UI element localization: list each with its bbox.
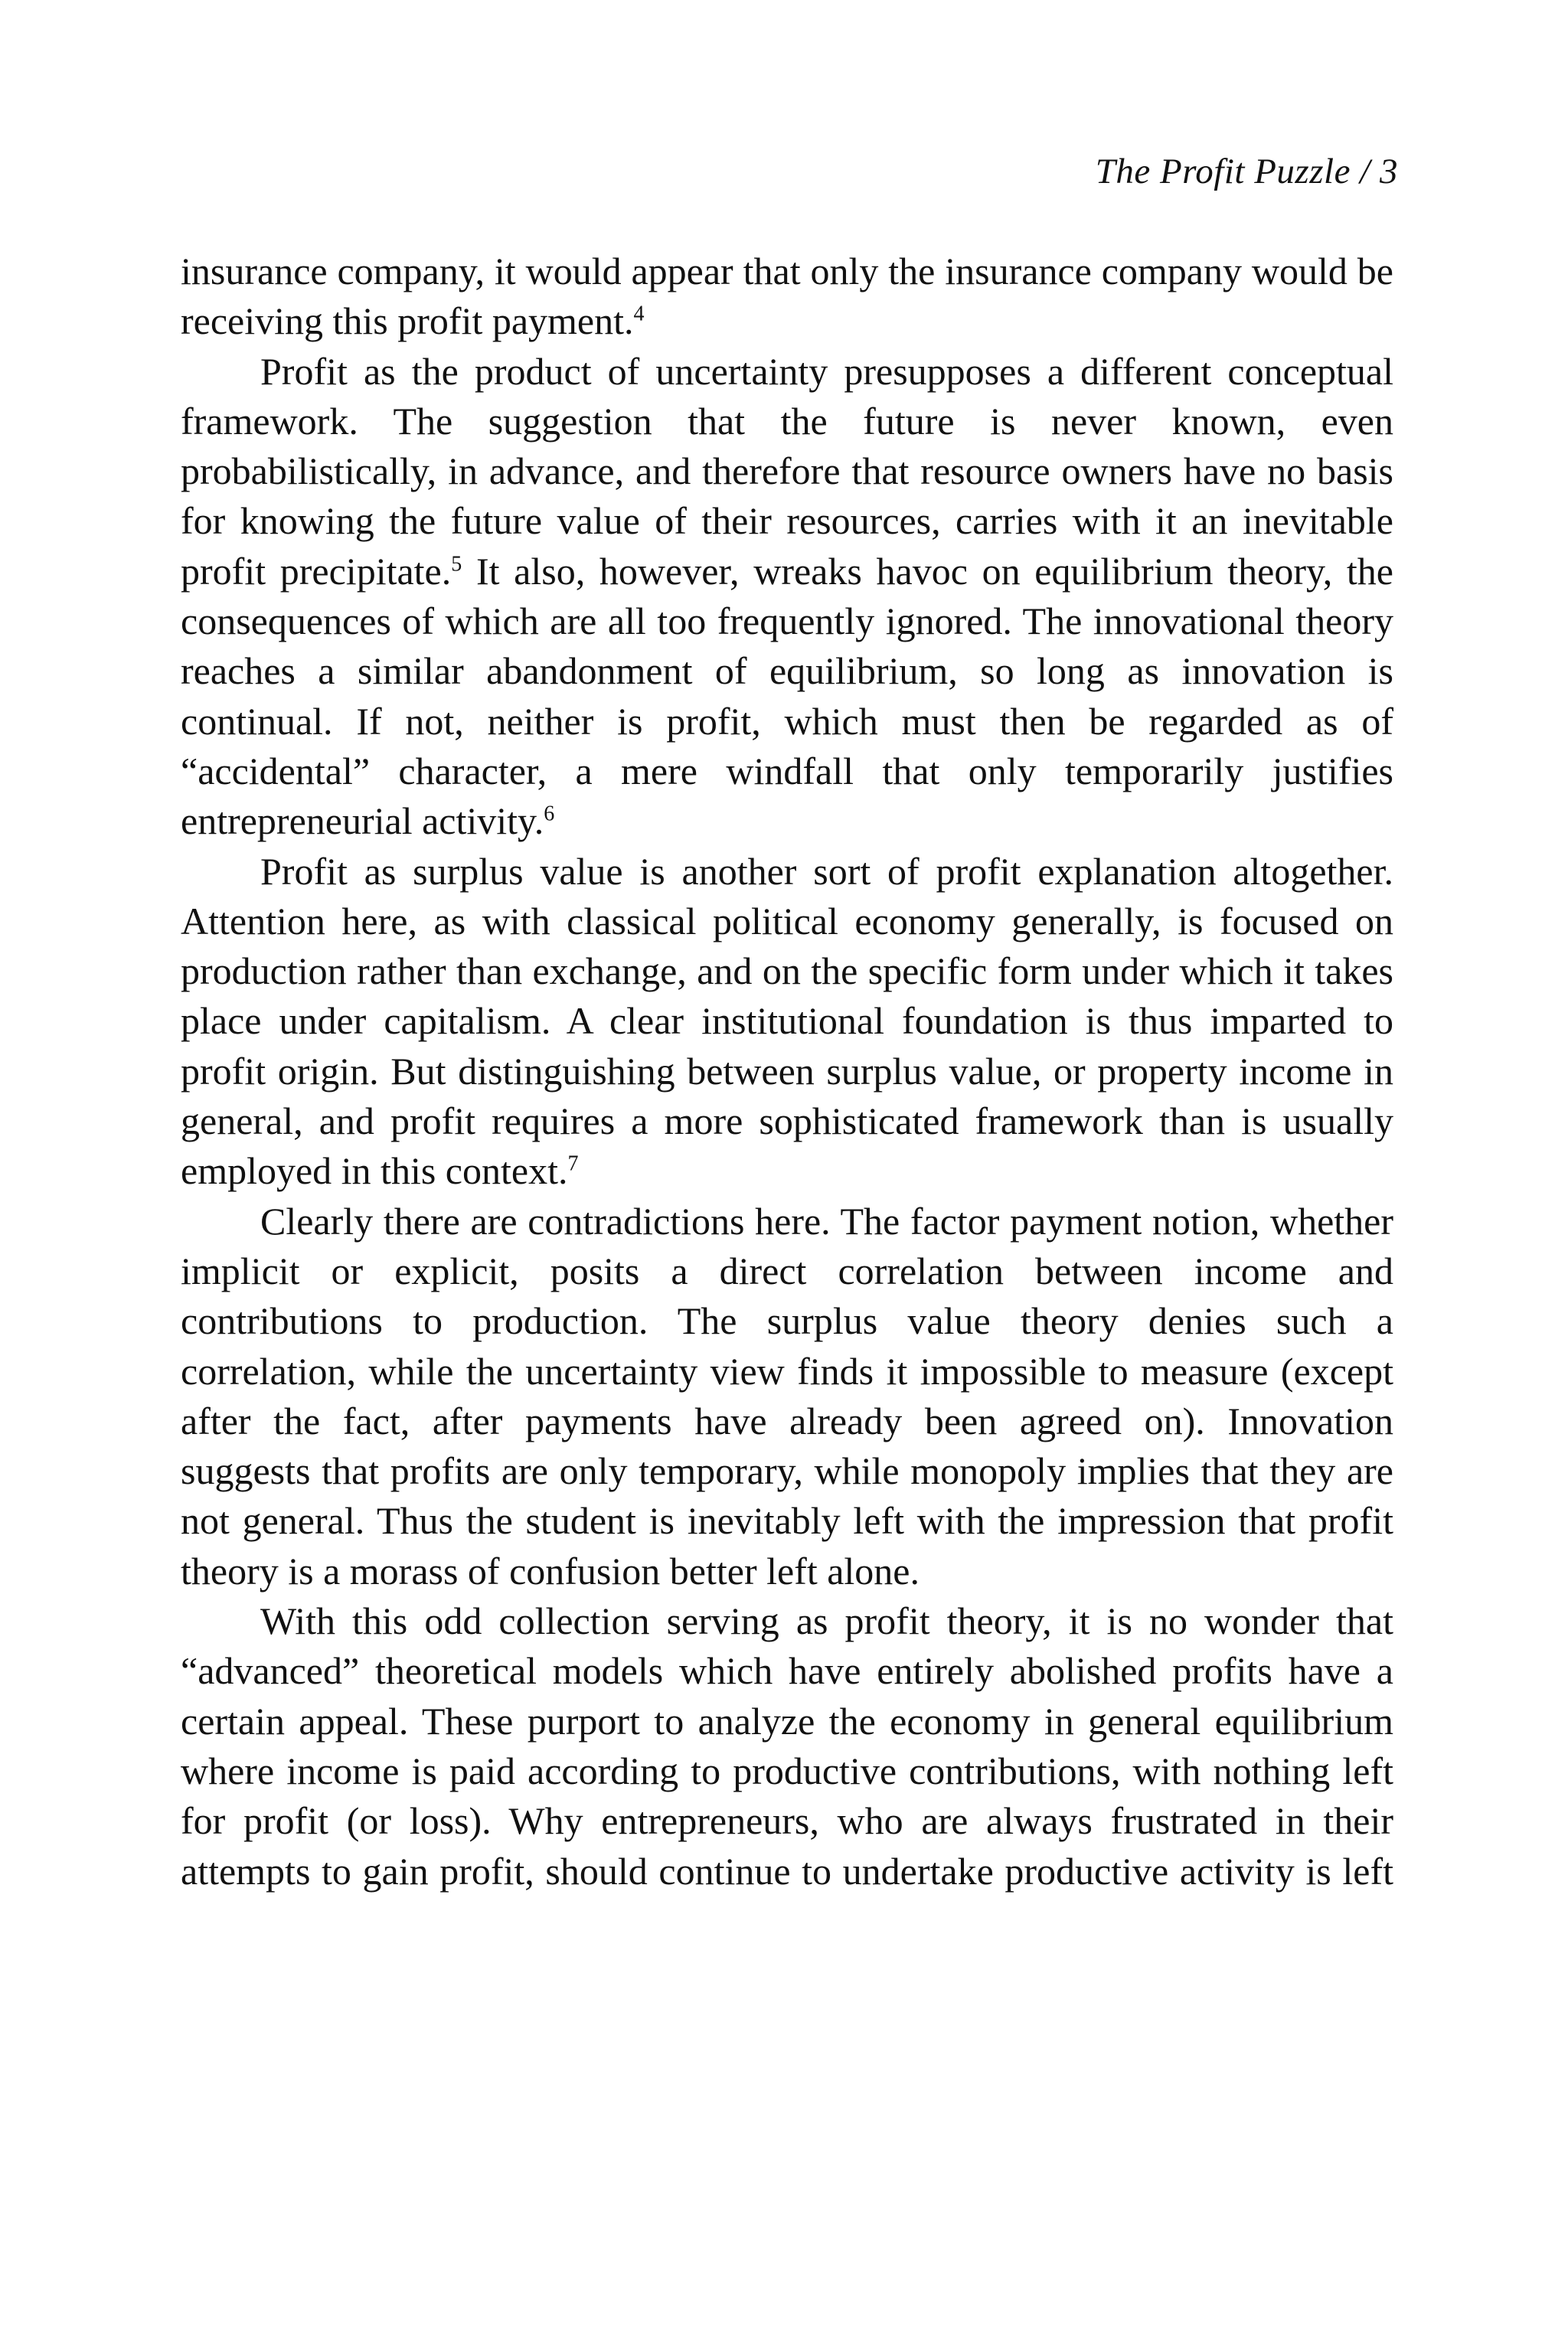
paragraph-text: insurance company, it would appear that only the insurance company would be receiving this profit payment. [181, 250, 1393, 343]
paragraph-text: Profit as surplus value is another sort of profit explanation altogether. Attention here, as with classical political economy generally, is focused on production rather than exchange, and on the specific form under which it takes place under capitalism. A clear institutional foundation is thus imparted to profit origin. But distinguishing between surplus value, or property income in general, and profit requires a more sophisticated framework than is usually employed in this context. [181, 849, 1393, 1193]
body-text [181, 247, 1393, 1896]
running-head: The Profit Puzzle / 3 [1095, 152, 1398, 191]
paragraph-text: It also, however, wreaks havoc on equilibrium theory, the consequences of which are all too frequently ignored. The innovational theory reaches a similar abandonment of equilibrium, so long as innovation is continual. If not, neither is profit, which must then be regarded as of “accidental” character, a mere windfall that only temporarily justifies entrepreneurial activity. [181, 549, 1393, 843]
paragraph-text: Clearly there are contradictions here. The factor payment notion, whether implicit or explicit, posits a direct correlation between income and contributions to production. The surplus value theory denies such a correlation, while the uncertainty view finds it impossible to measure (except after the fact, after payments have already been agreed on). Innovation suggests that profits are only temporary, while monopoly implies that they are not general. Thus the student is inevitably left with the impression that profit theory is a morass of confusion better left alone. [181, 1199, 1393, 1592]
paragraph-continuation [181, 247, 1393, 347]
footnote-marker: 5 [451, 552, 462, 577]
footnote-marker: 6 [544, 802, 555, 826]
paragraph [181, 1197, 1393, 1596]
footnote-marker: 4 [633, 302, 645, 326]
paragraph [181, 347, 1393, 847]
footnote-marker: 7 [567, 1152, 579, 1176]
paragraph-continued-next-page [181, 1596, 1393, 1896]
paragraph [181, 847, 1393, 1197]
paragraph-text: Profit as the product of uncertainty presupposes a different conceptual framework. The suggestion that the future is never known, even probabilistically, in advance, and therefore that resource owners have no basis for knowing the future value of their resources, carries with it an inevitable profit precipitate. [181, 349, 1393, 593]
paragraph-text: With this odd collection serving as profit theory, it is no wonder that “advanced” theoretical models which have entirely abolished profits have a certain appeal. These purport to analyze the economy in general equilibrium where income is paid according to productive contributions, with nothing left for profit (or loss). Why entrepreneurs, who are always frustrated in their attempts to gain profit, should continue to undertake productive activity is left [181, 1599, 1393, 1893]
